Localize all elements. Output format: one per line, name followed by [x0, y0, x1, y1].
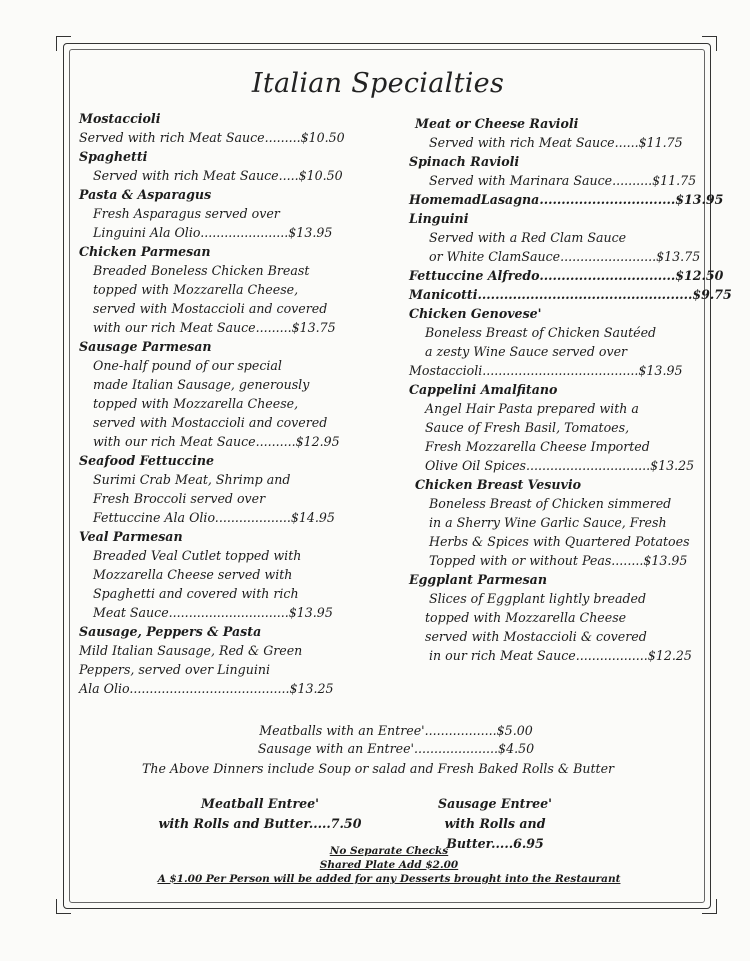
item-name: HomemadLasagna...............................$13.95	[409, 192, 724, 207]
item-name: Spaghetti	[79, 149, 148, 164]
item-desc: Fettuccine Ala Olio...................$14.95	[93, 510, 335, 525]
dinners-note: The Above Dinners include Soup or salad and Fresh Baked Rolls & Butter	[141, 761, 615, 776]
corner-ornament	[702, 36, 717, 51]
menu-item	[409, 114, 732, 152]
item-name: Chicken Breast Vesuvio	[415, 477, 582, 492]
item-desc: or White ClamSauce........................$13.75	[429, 249, 701, 264]
menu-item	[79, 451, 345, 527]
item-desc: Ala Olio........................................$13.25	[79, 681, 334, 696]
item-desc: Peppers, served over Linguini	[79, 662, 271, 677]
item-desc: topped with Mozzarella Cheese	[425, 610, 627, 625]
item-desc: a zesty Wine Sauce served over	[425, 344, 628, 359]
item-desc: Served with rich Meat Sauce......$11.75	[429, 135, 683, 150]
option-title: Meatball Entree'	[201, 796, 319, 811]
item-desc: topped with Mozzarella Cheese,	[93, 282, 299, 297]
menu-item	[409, 266, 732, 285]
item-desc: topped with Mozzarella Cheese,	[93, 396, 299, 411]
menu-item	[79, 109, 345, 147]
item-desc: Meat Sauce..............................$13.95	[93, 605, 333, 620]
menu-item	[409, 209, 732, 266]
item-name: Pasta & Asparagus	[79, 187, 212, 202]
dessert-fee-notice: A $1.00 Per Person will be added for any Desserts brought into the Restaurant	[157, 873, 621, 885]
menu-item	[409, 190, 732, 209]
item-name: Fettuccine Alfredo...............................$12.50	[409, 268, 724, 283]
item-name: Sausage, Peppers & Pasta	[79, 624, 262, 639]
menu-item	[79, 242, 345, 337]
item-desc: served with Mostaccioli and covered	[93, 415, 328, 430]
item-desc: served with Mostaccioli & covered	[425, 629, 647, 644]
menu-item	[409, 570, 732, 665]
item-desc: Slices of Eggplant lightly breaded	[429, 591, 647, 606]
menu-item	[409, 152, 732, 190]
item-desc: Mild Italian Sausage, Red & Green	[79, 643, 303, 658]
corner-ornament	[702, 899, 717, 914]
page-title: Italian Specialties	[251, 68, 505, 99]
item-desc: Linguini Ala Olio......................$13.95	[93, 225, 333, 240]
item-desc: Served with rich Meat Sauce.....$10.50	[93, 168, 343, 183]
menu-item	[79, 185, 345, 242]
option-title: Sausage Entree'	[438, 796, 552, 811]
item-desc: Herbs & Spices with Quartered Potatoes	[429, 534, 690, 549]
item-desc: Surimi Crab Meat, Shrimp and	[93, 472, 291, 487]
item-name: Eggplant Parmesan	[409, 572, 547, 587]
item-name: Linguini	[409, 211, 469, 226]
item-desc: in a Sherry Wine Garlic Sauce, Fresh	[429, 515, 667, 530]
item-name: Manicotti.................................................$9.75	[409, 287, 732, 302]
option-desc: with Rolls and Butter.....6.95	[444, 816, 546, 851]
menu-item	[409, 285, 732, 304]
menu-item	[409, 304, 732, 380]
menu-item	[79, 147, 345, 185]
meatball-entree-option	[140, 794, 380, 834]
item-name: Mostaccioli	[79, 111, 161, 126]
item-desc: Spaghetti and covered with rich	[93, 586, 299, 601]
item-desc: Served with a Red Clam Sauce	[429, 230, 627, 245]
right-menu-column	[409, 114, 732, 665]
item-desc: Served with Marinara Sauce..........$11.75	[429, 173, 697, 188]
item-desc: Fresh Broccoli served over	[93, 491, 266, 506]
item-desc: Sauce of Fresh Basil, Tomatoes,	[425, 420, 630, 435]
menu-item	[79, 622, 345, 698]
item-name: Meat or Cheese Ravioli	[415, 116, 579, 131]
item-desc: with our rich Meat Sauce.........$13.75	[93, 320, 336, 335]
item-desc: Mostaccioli.......................................$13.95	[409, 363, 683, 378]
menu-item	[409, 475, 732, 570]
item-desc: in our rich Meat Sauce..................$12.25	[429, 648, 692, 663]
item-desc: Breaded Boneless Chicken Breast	[93, 263, 310, 278]
item-desc: with our rich Meat Sauce..........$12.95	[93, 434, 340, 449]
item-desc: Fresh Asparagus served over	[93, 206, 280, 221]
option-desc: with Rolls and Butter.....7.50	[158, 816, 362, 831]
corner-ornament	[56, 899, 71, 914]
item-desc: Served with rich Meat Sauce.........$10.50	[79, 130, 345, 145]
item-name: Spinach Ravioli	[409, 154, 520, 169]
item-name: Veal Parmesan	[79, 529, 183, 544]
left-menu-column	[79, 109, 345, 698]
item-name: Chicken Parmesan	[79, 244, 211, 259]
item-desc: served with Mostaccioli and covered	[93, 301, 328, 316]
shared-plate-notice: Shared Plate Add $2.00	[319, 859, 459, 871]
item-desc: made Italian Sausage, generously	[93, 377, 310, 392]
sausage-extra: Sausage with an Entree'.....................$4.50	[257, 741, 535, 756]
item-desc: Fresh Mozzarella Cheese Imported	[425, 439, 650, 454]
item-name: Cappelini Amalfitano	[409, 382, 558, 397]
item-name: Sausage Parmesan	[79, 339, 212, 354]
item-name: Seafood Fettuccine	[79, 453, 215, 468]
item-desc: Breaded Veal Cutlet topped with	[93, 548, 302, 563]
item-desc: Olive Oil Spices...............................$13.25	[425, 458, 695, 473]
item-desc: Mozzarella Cheese served with	[93, 567, 293, 582]
menu-item	[79, 337, 345, 451]
item-name: Chicken Genovese'	[409, 306, 542, 321]
item-desc: One-half pound of our special	[93, 358, 282, 373]
item-desc: Boneless Breast of Chicken simmered	[429, 496, 672, 511]
meatballs-extra: Meatballs with an Entree'..................$5.00	[259, 723, 533, 738]
item-desc: Boneless Breast of Chicken Sautéed	[425, 325, 657, 340]
item-desc: Topped with or without Peas........$13.95	[429, 553, 688, 568]
corner-ornament	[56, 36, 71, 51]
no-separate-checks-notice: No Separate Checks	[329, 845, 449, 857]
menu-item	[79, 527, 345, 622]
item-desc: Angel Hair Pasta prepared with a	[425, 401, 639, 416]
menu-item	[409, 380, 732, 475]
